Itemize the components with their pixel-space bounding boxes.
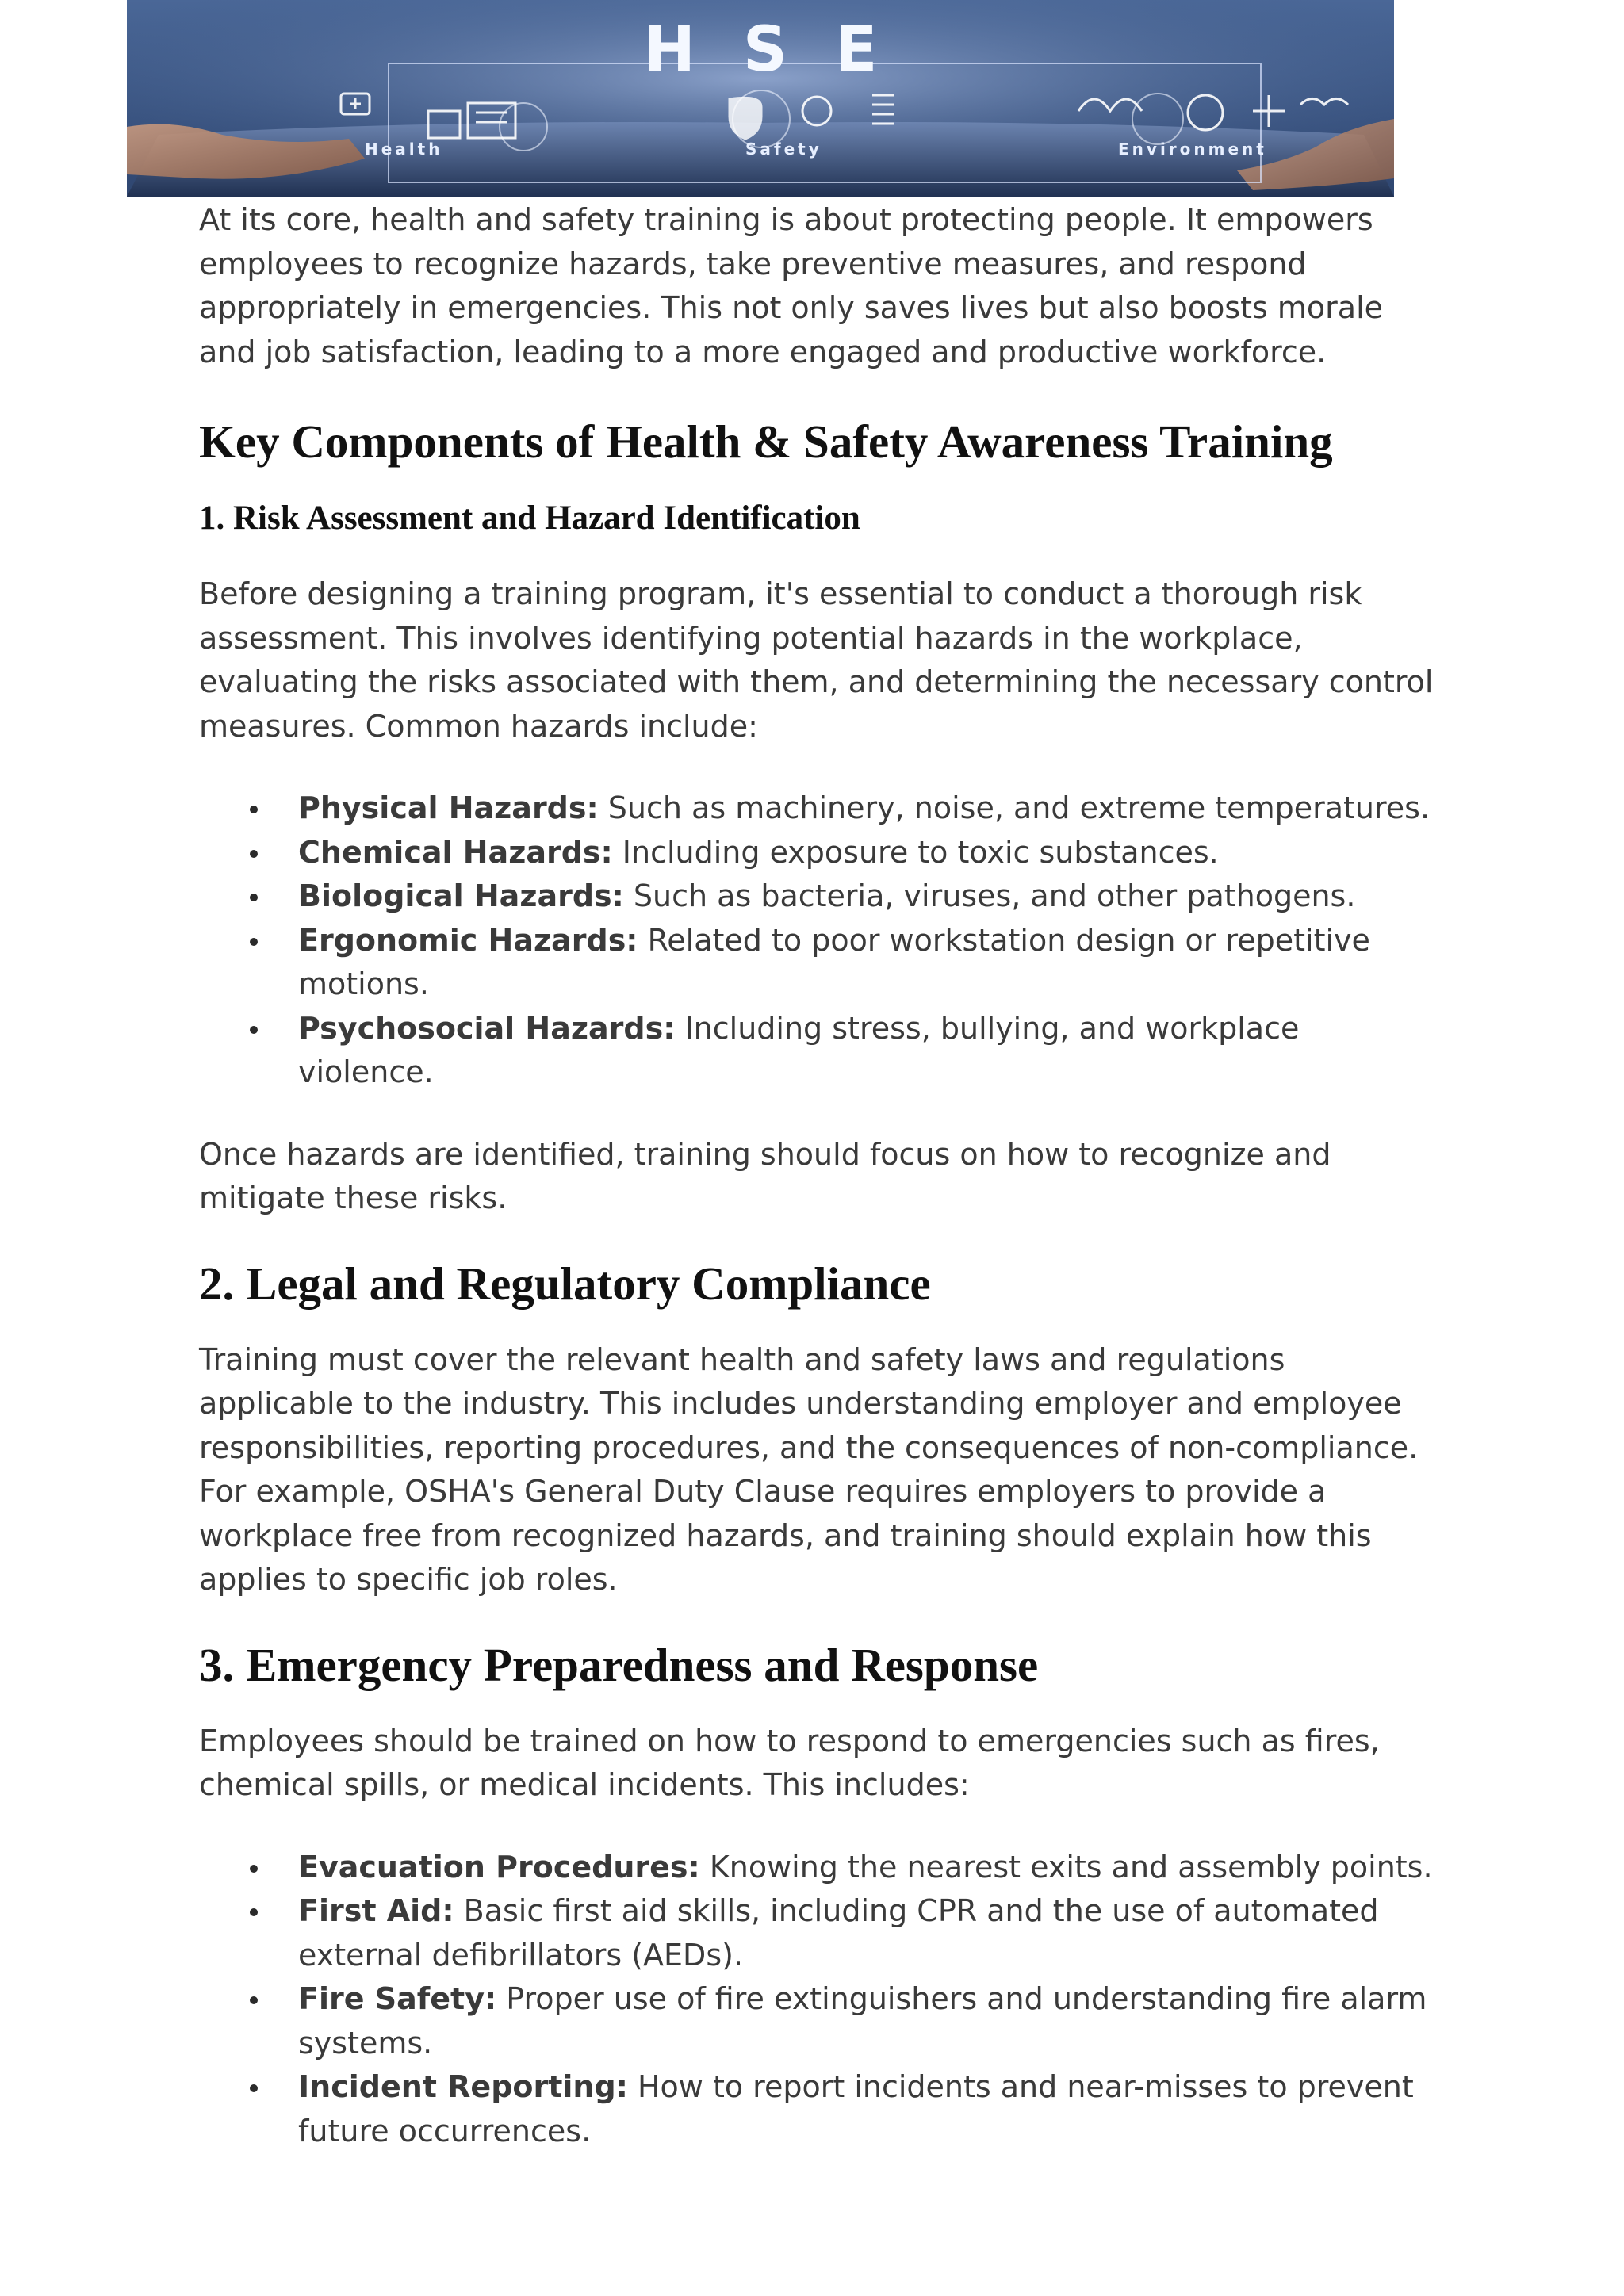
- list-item-term: Evacuation Procedures:: [298, 1849, 700, 1885]
- section1-heading: 1. Risk Assessment and Hazard Identification: [199, 499, 860, 537]
- bullet-icon: [250, 1026, 258, 1034]
- bullet-icon: [250, 2084, 258, 2092]
- bullet-icon: [250, 894, 258, 901]
- list-item: [199, 874, 1444, 919]
- bullet-icon: [250, 1996, 258, 2004]
- list-item-term: Biological Hazards:: [298, 878, 624, 913]
- list-item: [199, 1977, 1444, 2065]
- list-item-text: Including exposure to toxic substances.: [612, 834, 1219, 870]
- section1-after-paragraph: Once hazards are identified, training should focus on how to recognize and mitigate these risks.: [199, 1136, 1331, 1215]
- section2-paragraph: Training must cover the relevant health and safety laws and regulations applicable to the industry. This includes understanding employer and employee responsibilities, reporting procedures, and the consequences of non-compliance. For example, OSHA's General Duty Clause requires employers to provide a workplace free from recognized hazards, and training should explain how this applies to specific job roles.: [199, 1341, 1419, 1597]
- hse-banner-image: [127, 0, 1394, 197]
- list-item-text: Such as machinery, noise, and extreme temperatures.: [598, 790, 1431, 825]
- section3-paragraph: Employees should be trained on how to respond to emergencies such as fires, chemical spills, or medical incidents. This includes:: [199, 1723, 1380, 1802]
- bullet-icon: [250, 1865, 258, 1873]
- list-item-term: First Aid:: [298, 1893, 454, 1928]
- list-item: [199, 1007, 1444, 1095]
- list-item-term: Ergonomic Hazards:: [298, 922, 638, 958]
- banner-title: HSE: [643, 14, 925, 86]
- list-item: [199, 919, 1444, 1007]
- list-item-text: Related to poor workstation design or repetitive motions.: [298, 922, 1370, 1001]
- list-item-term: Psychosocial Hazards:: [298, 1010, 676, 1046]
- list-item: [199, 831, 1444, 875]
- list-item-text: Such as bacteria, viruses, and other pathogens.: [623, 878, 1356, 913]
- list-item-text: Basic first aid skills, including CPR and the use of automated external defibrillators (AEDs).: [298, 1893, 1379, 1973]
- section2-heading: 2. Legal and Regulatory Compliance: [199, 1257, 931, 1310]
- bullet-icon: [250, 938, 258, 946]
- list-item-text: Proper use of fire extinguishers and understanding fire alarm systems.: [298, 1981, 1427, 2061]
- list-item-text: Including stress, bullying, and workplace violence.: [298, 1010, 1300, 1089]
- section1-paragraph: Before designing a training program, it's essential to conduct a thorough risk assessment. This involves identifying potential hazards in the workplace, evaluating the risks associated with them, and determining the necessary control measures. Common hazards include:: [199, 576, 1434, 744]
- hazards-list: [199, 786, 1444, 1095]
- list-item-text: Knowing the nearest exits and assembly points.: [699, 1849, 1433, 1885]
- list-item-term: Fire Safety:: [298, 1981, 497, 2016]
- list-item-term: Chemical Hazards:: [298, 834, 613, 870]
- bullet-icon: [250, 806, 258, 813]
- list-item-text: How to report incidents and near-misses to prevent future occurrences.: [298, 2069, 1414, 2149]
- emergency-list: [199, 1846, 1444, 2154]
- intro-paragraph: At its core, health and safety training is about protecting people. It empowers employees to recognize hazards, take preventive measures, and respond appropriately in emergencies. This not only saves lives but also boosts morale and job satisfaction, leading to a more engaged and productive workforce.: [199, 202, 1384, 369]
- bullet-icon: [250, 1908, 258, 1916]
- list-item-term: Incident Reporting:: [298, 2069, 628, 2104]
- list-item: [199, 1889, 1444, 1977]
- list-item-term: Physical Hazards:: [298, 790, 599, 825]
- banner-label-health: Health: [365, 140, 443, 159]
- list-item: [199, 1846, 1444, 1890]
- list-item: [199, 2065, 1444, 2153]
- bullet-icon: [250, 850, 258, 858]
- section3-heading: 3. Emergency Preparedness and Response: [199, 1638, 1039, 1691]
- banner-label-safety: Safety: [745, 140, 822, 159]
- article-body: [199, 198, 1444, 2153]
- main-heading: Key Components of Health & Safety Awareness Training: [199, 415, 1333, 468]
- banner-label-environment: Environment: [1118, 140, 1267, 159]
- list-item: [199, 786, 1444, 831]
